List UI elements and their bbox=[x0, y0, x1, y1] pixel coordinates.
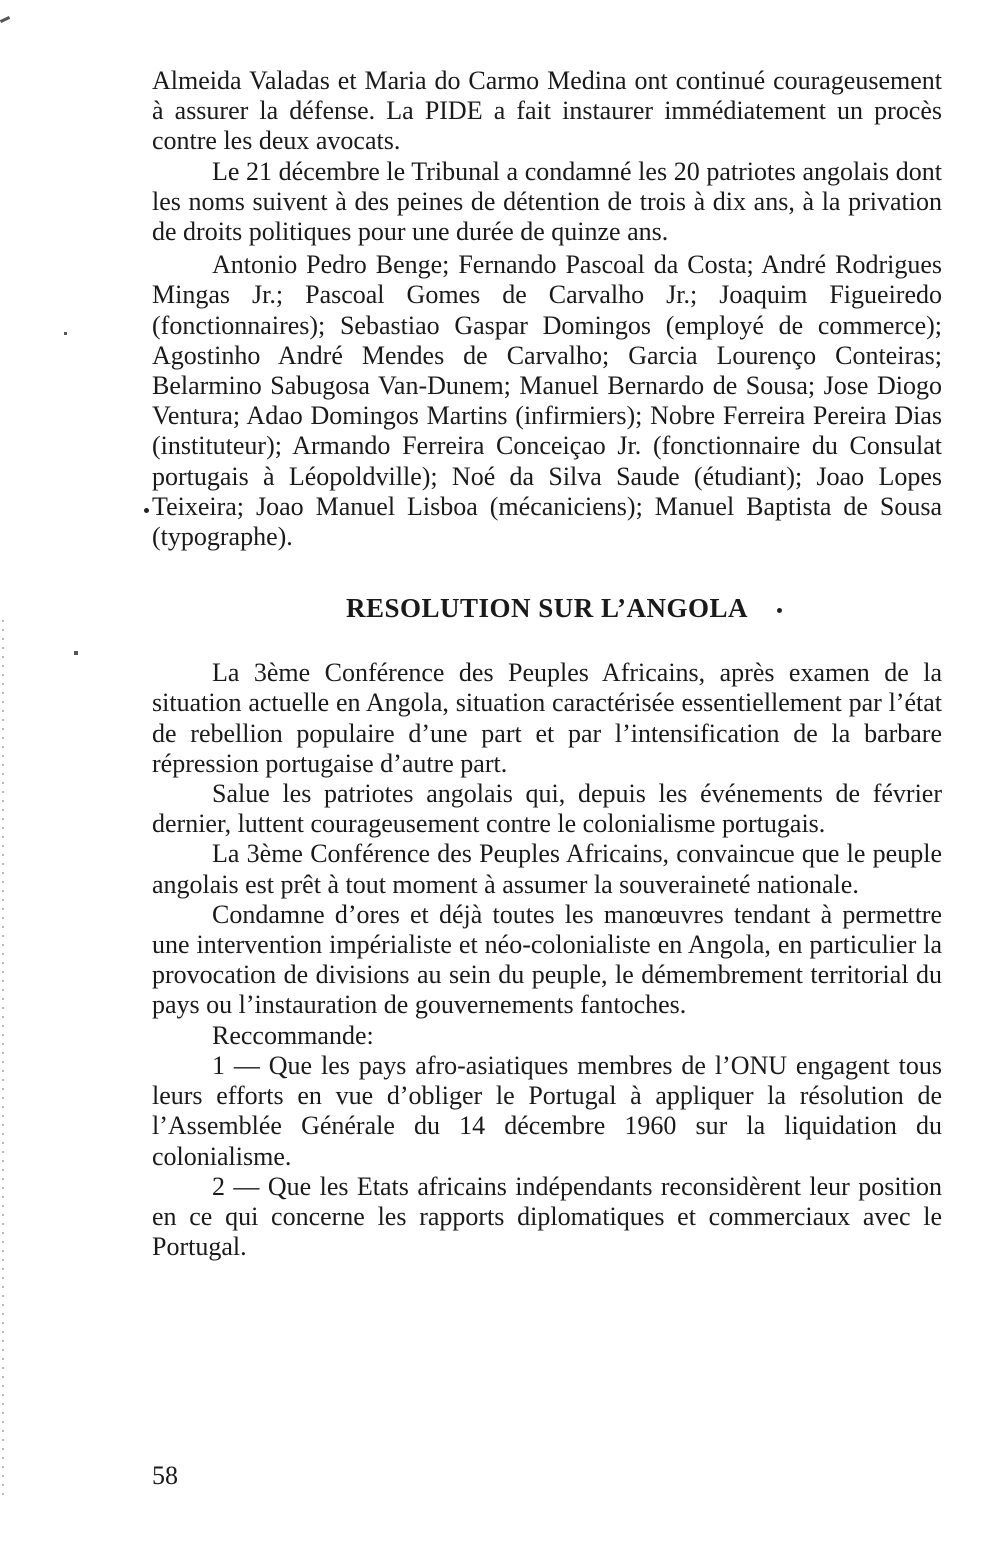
bullet-mark bbox=[144, 508, 149, 513]
scan-margin-dots bbox=[2, 620, 4, 1500]
scan-speck bbox=[64, 332, 67, 335]
document-page bbox=[152, 66, 942, 1262]
verdict-paragraph: Le 21 décembre le Tribunal a condamné les 20 patriotes angolais dont les noms suivent à des peines de détention de trois à dix ans, à la privation de droits politiques pour une durée de quinze ans. bbox=[152, 156, 942, 247]
resolution-paragraph: Condamne d’ores et déjà toutes les manœuvres tendant à permettre une intervention impérialiste et néo-colonialiste en Angola, en particulier la provocation de divisions au sein du peuple, le démembrement territorial du pays ou l’instauration de gouvernements fantoches. bbox=[152, 899, 942, 1020]
page-number: 58 bbox=[152, 1461, 178, 1490]
resolution-paragraph: Reccommande: bbox=[212, 1020, 374, 1050]
resolution-item-2: 2 — Que les Etats africains indépendants reconsidèrent leur position en ce qui concerne les rapports diplomatiques et commerciaux avec le Portugal. bbox=[152, 1171, 942, 1262]
names-paragraph: Antonio Pedro Benge; Fernando Pascoal da Costa; André Rodrigues Mingas Jr.; Pascoal Gomes de Carvalho Jr.; Joaquim Figueiredo (fonctionnaires); Sebastiao Gaspar Domingos (employé de commerce); Agostinho André Mendes de Carvalho; Garcia Lourenço Conteiras; Belarmino Sabugosa Van-Dunem; Manuel Bernardo de Sousa; Jose Diogo Ventura; Adao Domingos Martins (infirmiers); Nobre Ferreira Pereira Dias (instituteur); Armando Ferreira Conceiçao Jr. (fonctionnaire du Consulat portugais à Léopoldville); Noé da Silva Saude (étudiant); Joao Lopes Teixeira; Joao Manuel Lisboa (mécaniciens); Manuel Baptista de Sousa (typographe). bbox=[152, 250, 942, 552]
resolution-paragraph: La 3ème Conférence des Peuples Africains, convaincue que le peuple angolais est prêt à tout moment à assumer la souveraineté nationale. bbox=[152, 839, 942, 899]
resolution-paragraph: La 3ème Conférence des Peuples Africains, après examen de la situation actuelle en Angola, situation caractérisée essentiellement par l’état de rebellion populaire d’une part et par l’intensification de la barbare répression portugaise d’autre part. bbox=[152, 658, 942, 778]
intro-paragraph: Almeida Valadas et Maria do Carmo Medina ont continué courageusement à assurer la défense. La PIDE a fait instaurer immédiatement un procès contre les deux avocats. bbox=[152, 66, 942, 156]
scan-speck bbox=[74, 651, 78, 655]
bullet-mark bbox=[777, 608, 782, 613]
resolution-paragraph: Salue les patriotes angolais qui, depuis les événements de février dernier, luttent courageusement contre le colonialisme portugais. bbox=[152, 779, 942, 839]
scan-speck bbox=[0, 16, 10, 23]
resolution-item-1: 1 — Que les pays afro-asiatiques membres de l’ONU engagent tous leurs efforts en vue d’obliger le Portugal à appliquer la résolution de l’Assemblée Générale du 14 décembre 1960 sur la liquidation du colonialisme. bbox=[152, 1050, 942, 1171]
section-heading: RESOLUTION SUR L’ANGOLA bbox=[345, 593, 749, 624]
